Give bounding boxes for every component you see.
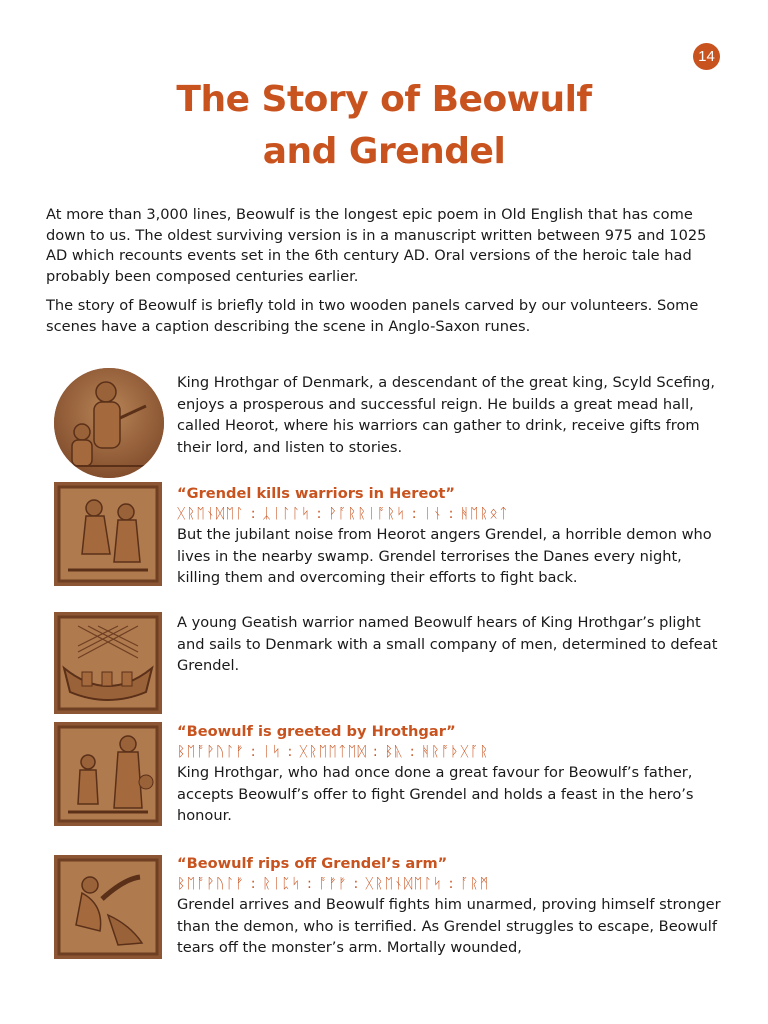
entry-hrothgar	[177, 372, 727, 458]
carved-panel-arm-image	[54, 855, 162, 959]
entry-beowulf-sails	[177, 612, 727, 677]
intro-paragraph-1	[46, 205, 726, 287]
intro-text-1: At more than 3,000 lines, Beowulf is the longest epic poem in Old English that has come down to us. The oldest surviving version is in a manuscript written between 975 and 1025 AD which recounts events set in the 6th century AD. Oral versions of the heroic tale had probably been composed centuries earlier.	[46, 206, 707, 285]
entry-beowulf-greeted-caption: “Beowulf is greeted by Hrothgar”	[177, 723, 456, 740]
entry-grendel-kills-caption: “Grendel kills warriors in Hereot”	[177, 485, 455, 502]
entry-grendel-kills	[177, 484, 727, 589]
carved-panel-greeted-image	[54, 722, 162, 826]
intro-text-2: The story of Beowulf is briefly told in two wooden panels carved by our volunteers. Some scenes have a caption describing the scene in Anglo-Saxon runes.	[46, 297, 699, 335]
entry-beowulf-arm-runes: ᛒᛖᚩᚹᚢᛚᚠ : ᚱᛁᛈᛋ : ᚩᚠᚠ : ᚷᚱᛖᚾᛞᛖᛚᛋ : ᚪᚱᛗ	[177, 876, 490, 892]
entry-beowulf-greeted-text: King Hrothgar, who had once done a great favour for Beowulf’s father, accepts Beowulf’s offer to fight Grendel and holds a feast in the hero’s honour.	[177, 764, 694, 824]
carved-panel-grendel-kills-image	[54, 482, 162, 586]
entry-grendel-kills-runes: ᚷᚱᛖᚾᛞᛖᛚ : ᛣᛁᛚᛚᛋ : ᚹᚪᚱᚱᛁᚩᚱᛋ : ᛁᚾ : ᚻᛖᚱᛟᛏ	[177, 506, 509, 522]
title-line-2: and Grendel	[262, 131, 506, 172]
entry-beowulf-greeted-runes: ᛒᛖᚩᚹᚢᛚᚠ : ᛁᛋ : ᚷᚱᛖᛖᛏᛖᛞ : ᛒᚣ : ᚻᚱᚩᚦᚷᚪᚱ	[177, 744, 490, 760]
entry-beowulf-arm-text: Grendel arrives and Beowulf fights him unarmed, proving himself stronger than the demon, who is terrified. As Grendel struggles to escape, Beowulf tears off the monster’s arm. Mortally wounded,	[177, 896, 721, 956]
entry-beowulf-arm	[177, 854, 727, 959]
entry-beowulf-arm-caption: “Beowulf rips off Grendel’s arm”	[177, 855, 448, 872]
page-number-badge: 14	[693, 43, 720, 70]
title-line-1: The Story of Beowulf	[176, 79, 592, 120]
intro-paragraph-2	[46, 296, 726, 337]
entry-beowulf-greeted	[177, 722, 727, 827]
page-title	[0, 74, 768, 178]
carved-panel-hrothgar-image	[54, 368, 164, 478]
carved-panel-ship-image	[54, 612, 162, 714]
entry-grendel-kills-text: But the jubilant noise from Heorot angers Grendel, a horrible demon who lives in the nearby swamp. Grendel terrorises the Danes every night, killing them and overcoming their efforts to fight back.	[177, 526, 712, 586]
entry-hrothgar-text: King Hrothgar of Denmark, a descendant of the great king, Scyld Scefing, enjoys a prosperous and successful reign. He builds a great mead hall, called Heorot, where his warriors can gather to drink, receive gifts from their lord, and listen to stories.	[177, 374, 716, 456]
entry-beowulf-sails-text: A young Geatish warrior named Beowulf hears of King Hrothgar’s plight and sails to Denmark with a small company of men, determined to defeat Grendel.	[177, 614, 718, 674]
